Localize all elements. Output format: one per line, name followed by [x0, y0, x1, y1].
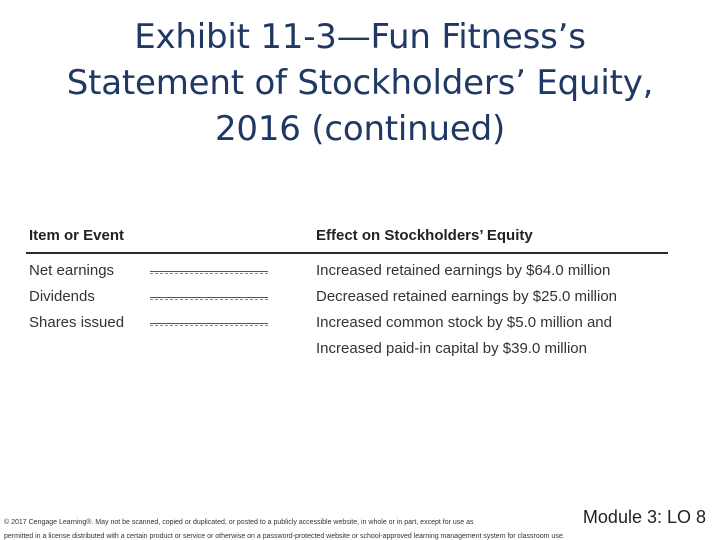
row-item-label: Net earnings	[29, 262, 115, 279]
title-line-3: 2016 (continued)	[214, 109, 506, 149]
header-divider	[26, 252, 668, 254]
slide-title	[20, 14, 700, 152]
row-effect	[316, 285, 668, 311]
row-item-label: Dividends	[29, 288, 95, 305]
module-label: Module 3: LO 8	[579, 507, 706, 528]
row-item-label: Shares issued	[29, 314, 125, 331]
effect-line: Increased retained earnings by $64.0 million	[316, 262, 611, 279]
leader-line	[150, 323, 268, 324]
table-header	[26, 222, 668, 250]
leader-line	[150, 297, 268, 298]
table-row	[26, 311, 668, 363]
effect-line: Decreased retained earnings by $25.0 million	[316, 288, 618, 305]
header-item-or-event: Item or Event	[29, 227, 125, 244]
title-line-2: Statement of Stockholders’ Equity,	[66, 63, 654, 103]
table-body	[26, 259, 668, 363]
row-effect	[316, 259, 668, 285]
header-effect: Effect on Stockholders’ Equity	[316, 227, 533, 244]
table-row	[26, 285, 668, 311]
effect-line: Increased common stock by $5.0 million and	[316, 314, 612, 331]
title-line-1: Exhibit 11-3—Fun Fitness’s	[134, 17, 586, 57]
equity-table	[26, 222, 668, 357]
leader-line	[150, 271, 268, 272]
copyright-line-1: © 2017 Cengage Learning®. May not be scanned, copied or duplicated, or posted to a publicly accessible website, in whole or in part, except for use as	[4, 519, 474, 526]
effect-line: Increased paid-in capital by $39.0 million	[316, 340, 587, 357]
row-effect	[316, 311, 668, 363]
copyright-line-2: permitted in a license distributed with a certain product or service or otherwise on a password-protected website or school-approved learning management system for classroom use.	[4, 533, 565, 540]
table-row	[26, 259, 668, 285]
copyright-notice	[4, 516, 565, 540]
